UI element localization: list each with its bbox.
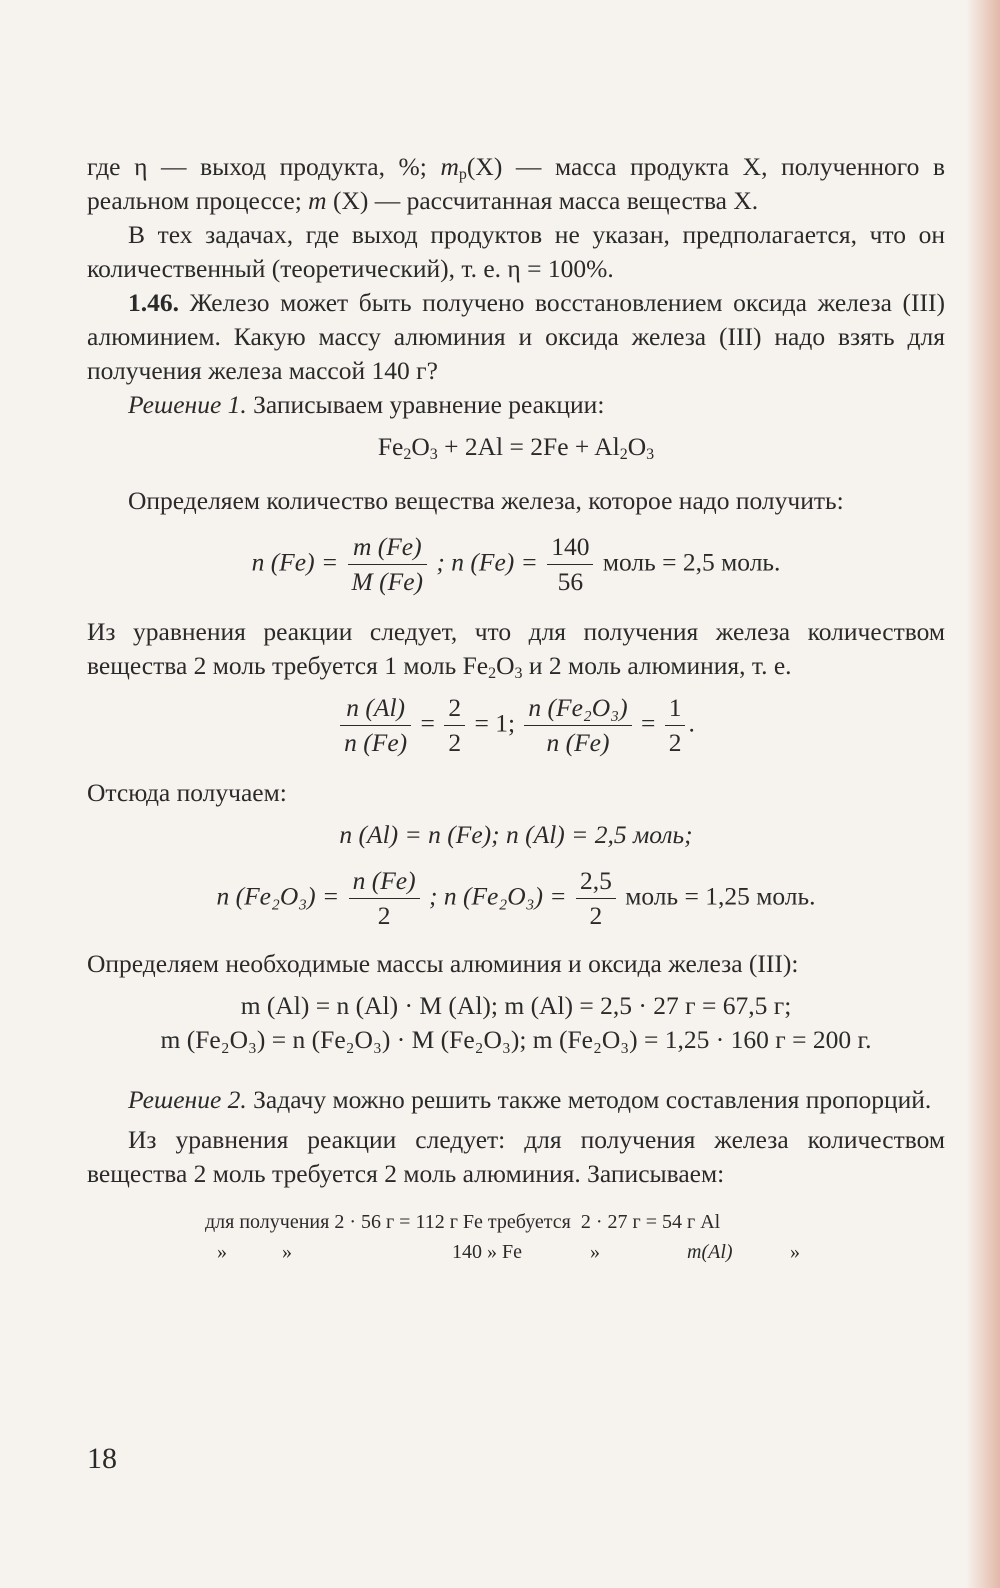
equation-m-al: m (Al) = n (Al) · M (Al); m (Al) = 2,5 · 27 г = 67,5 г; — [240, 991, 792, 1020]
equation-ratios: $\frac{n (Al)}{n (Fe)}$ = $\frac{2}{2}$ = 1; $\frac{\text{n (Fe₂O₃)}}{n (Fe)}$ = $\frac{1}{2}$ . — [87, 693, 945, 758]
paragraph-hence: Отсюда получаем: — [87, 778, 287, 807]
paragraph-proportion: Из уравнения реакции следует: для получения железа количеством вещества 2 моль требуется 2 моль алюминия. Записываем: — [87, 1125, 945, 1188]
page-number: 18 — [87, 1442, 117, 1475]
document-page — [87, 150, 945, 1271]
solution-1-intro: Решение 1. Записываем уравнение реакции: — [128, 390, 605, 419]
proportion-line-1: для получения 2 · 56 г = 112 г Fe требуется 2 · 27 г = 54 г Al — [205, 1211, 721, 1233]
paragraph-quantitative-yield: В тех задачах, где выход продуктов не указан, предполагается, что он количественный (теоретический), т. е. η = 100%. — [87, 220, 945, 283]
page-edge — [966, 0, 1000, 1588]
proportion-line-2: » » 140 » Fe » m(Al) » — [217, 1241, 800, 1263]
problem-number: 1.46. — [128, 288, 179, 317]
paragraph-determine-masses: Определяем необходимые массы алюминия и оксида железа (III): — [87, 949, 799, 978]
reaction-equation: $Fe_2O_3 + 2Al = 2Fe + Al_2O_3$ — [377, 432, 655, 463]
solution-1-label: Решение 1. — [128, 390, 247, 419]
equation-m-fe2o3: m (Fe₂O₃) = n (Fe₂O₃) · M (Fe₂O₃); m (Fe₂O₃) = 1,25 · 160 г = 200 г. — [160, 1025, 872, 1054]
equation-n-fe2o3: n (Fe₂O₃) = $\frac{n (Fe)}{2}$ ; n (Fe₂O₃) = $\frac{2,5}{2}$ моль = 1,25 моль. — [216, 866, 816, 930]
paragraph-yield-definition: где η — выход продукта, %; $m_р(X)$ — масса продукта X, полученного в реальном процессе; m (X) — рассчитанная масса вещества X. — [87, 152, 945, 215]
solution-2-label: Решение 2. — [128, 1085, 247, 1114]
paragraph-from-equation: Из уравнения реакции следует, что для получения железа количеством вещества 2 моль требуется 1 моль $Fe_2O_3$ и 2 моль алюминия, т. е. — [87, 617, 945, 682]
problem-statement: 1.46. Железо может быть получено восстановлением оксида железа (III) алюминием. Какую массу алюминия и оксида железа (III) надо взять для получения железа массой 140 г? — [87, 288, 946, 385]
paragraph-determine-fe: Определяем количество вещества железа, которое надо получить: — [128, 486, 844, 515]
equation-n-al: n (Al) = n (Fe); n (Al) = 2,5 моль; — [339, 820, 693, 849]
equation-n-fe: n (Fe) = $\frac{m (Fe)}{M (Fe)}$ ; n (Fe) = $\frac{140}{56}$ моль = 2,5 моль. — [251, 532, 781, 596]
solution-2-intro: Решение 2. Задачу можно решить также методом составления пропорций. — [128, 1085, 932, 1114]
